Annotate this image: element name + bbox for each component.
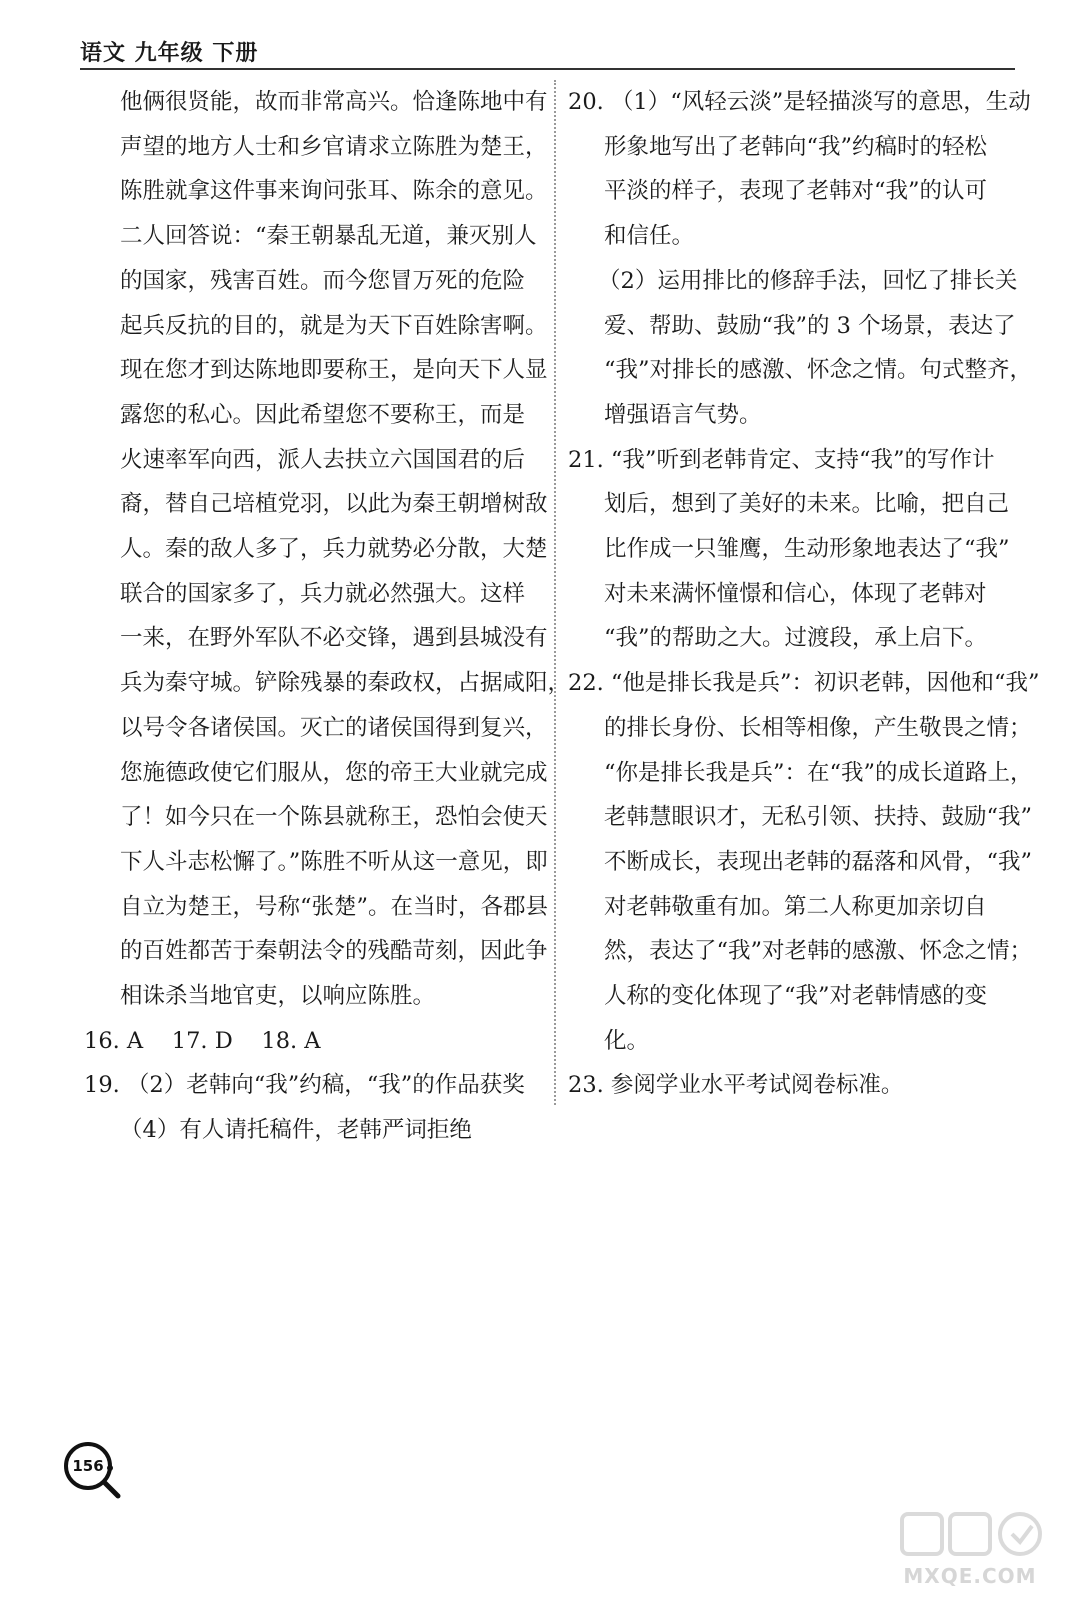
text-line: 露您的私心。因此希望您不要称王，而是 <box>120 401 526 428</box>
text-line: 以号令各诸侯国。灭亡的诸侯国得到复兴， <box>120 714 548 741</box>
text-line: 人称的变化体现了“我”对老韩情感的变 <box>604 983 988 1010</box>
text-line: 裔，替自己培植党羽，以此为秦王朝增树敌 <box>120 491 548 518</box>
text-line: 平淡的样子，表现了老韩对“我”的认可 <box>604 178 988 205</box>
text-line: 一来，在野外军队不必交锋，遇到县城没有 <box>120 625 548 652</box>
text-line: 增强语言气势。 <box>604 401 762 428</box>
watermark-logo-icon <box>880 1508 1060 1566</box>
left-column <box>84 80 571 1153</box>
page-header-title: 语文 九年级 下册 <box>80 41 259 66</box>
text-line: 您施德政使它们服从，您的帝王大业就完成 <box>120 759 548 786</box>
text-line: 兵为秦守城。铲除残暴的秦政权，占据咸阳， <box>120 670 571 697</box>
mc-answers: 16. A 17. D 18. A <box>84 1027 321 1054</box>
text-line: 老韩慧眼识才，无私引领、扶持、鼓励“我” <box>604 804 1033 831</box>
text-line: 形象地写出了老韩向“我”约稿时的轻松 <box>604 133 988 160</box>
text-line: 联合的国家多了，兵力就必然强大。这样 <box>120 580 526 607</box>
watermark-text: MXQE.COM <box>903 1564 1037 1588</box>
text-line: 比作成一只雏鹰，生动形象地表达了“我” <box>604 536 1010 563</box>
text-line: 化。 <box>604 1027 650 1054</box>
page-number: 156 <box>72 1457 104 1475</box>
answer-23: 23. 参阅学业水平考试阅卷标准。 <box>568 1072 904 1099</box>
text-line: 和信任。 <box>604 223 695 250</box>
text-line: “你是排长我是兵”：在“我”的成长道路上， <box>604 759 1033 786</box>
text-line: 火速率军向西，派人去扶立六国国君的后 <box>120 446 526 473</box>
text-line: 20. （1）“风轻云淡”是轻描淡写的意思，生动 <box>568 89 1031 115</box>
text-line: 的国家，残害百姓。而今您冒万死的危险 <box>120 267 526 294</box>
answer-22 <box>568 661 1040 1063</box>
text-line: 陈胜就拿这件事来询问张耳、陈余的意见。 <box>120 178 548 205</box>
text-line: 的排长身份、长相等相像，产生敬畏之情； <box>604 714 1032 741</box>
text-line: 现在您才到达陈地即要称王，是向天下人显 <box>120 357 548 384</box>
text-line: 起兵反抗的目的，就是为天下百姓除害啊。 <box>120 312 548 339</box>
answer-21 <box>568 438 1023 662</box>
text-line: 爱、帮助、鼓励“我”的 3 个场景，表达了 <box>604 312 1016 339</box>
watermark <box>880 1508 1060 1588</box>
answer-19-line1: 19. （2）老韩向“我”约稿，“我”的作品获奖 <box>84 1072 525 1099</box>
text-line: 对未来满怀憧憬和信心，体现了老韩对 <box>604 580 987 607</box>
text-line: 下人斗志松懈了。”陈胜不听从这一意见，即 <box>120 848 548 875</box>
text-line: 相诛杀当地官吏，以响应陈胜。 <box>120 983 436 1010</box>
text-line: 不断成长，表现出老韩的磊落和风骨，“我” <box>604 848 1033 875</box>
right-column <box>568 80 1040 1108</box>
text-line: 然，表达了“我”对老韩的感激、怀念之情； <box>604 938 1033 965</box>
answer-20-part2 <box>568 259 1033 438</box>
text-line: 二人回答说：“秦王朝暴乱无道，兼灭别人 <box>120 223 537 250</box>
text-line: “我”的帮助之大。过渡段，承上启下。 <box>604 625 988 652</box>
column-divider <box>554 80 556 1105</box>
text-line: 划后，想到了美好的未来。比喻，把自己 <box>604 491 1010 518</box>
text-line: （2）运用排比的修辞手法，回忆了排长关 <box>598 267 1018 294</box>
text-line: “我”对排长的感激、怀念之情。句式整齐， <box>604 357 1033 384</box>
text-line: 他俩很贤能，故而非常高兴。恰逢陈地中有 <box>120 89 548 115</box>
text-line: 了！如今只在一个陈县就称王，恐怕会使天 <box>120 804 548 831</box>
text-line: 声望的地方人士和乡官请求立陈胜为楚王， <box>120 133 548 160</box>
header-rule <box>80 68 1015 70</box>
answer-19-line2: （4）有人请托稿件，老韩严词拒绝 <box>120 1117 472 1144</box>
answer-20-part1 <box>568 80 1031 259</box>
translation-paragraph <box>84 80 571 1019</box>
text-line: 22. “他是排长我是兵”：初识老韩，因他和“我” <box>568 670 1040 697</box>
text-line: 自立为楚王，号称“张楚”。在当时，各郡县 <box>120 893 549 920</box>
text-line: 21. “我”听到老韩肯定、支持“我”的写作计 <box>568 446 995 473</box>
text-line: 对老韩敬重有加。第二人称更加亲切自 <box>604 893 987 920</box>
text-line: 的百姓都苦于秦朝法令的残酷苛刻，因此争 <box>120 938 548 965</box>
page-number-badge <box>62 1440 120 1498</box>
text-line: 人。秦的敌人多了，兵力就势必分散，大楚 <box>120 536 548 563</box>
